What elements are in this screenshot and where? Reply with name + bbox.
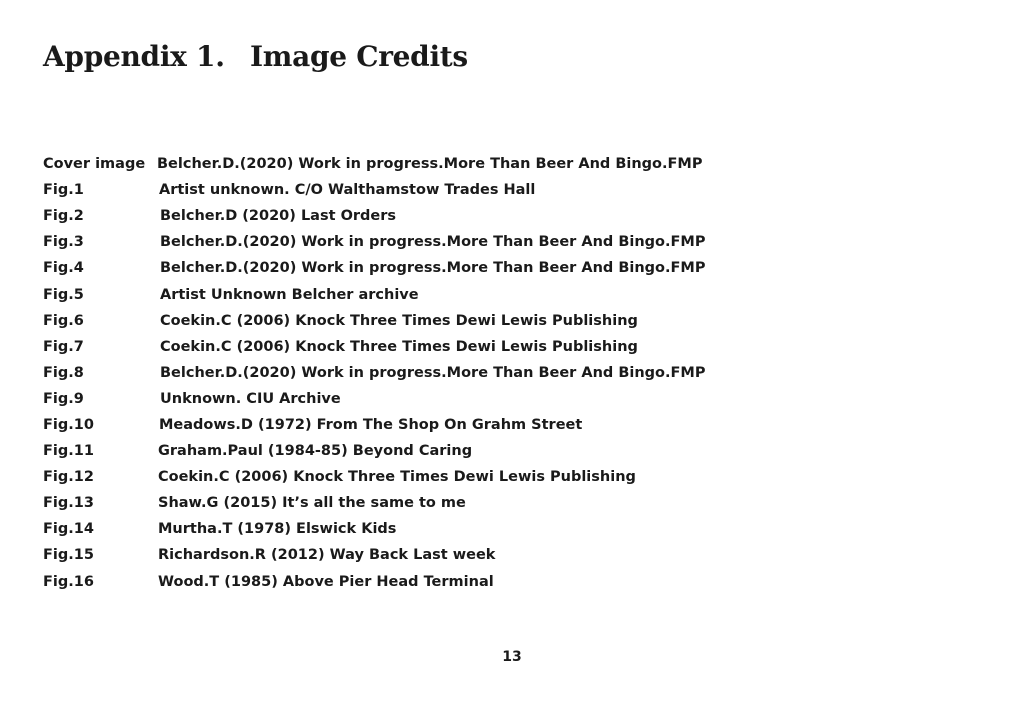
credit-figure-label: Fig.11 (43, 443, 94, 460)
credit-row (43, 569, 494, 595)
credit-source: Graham.Paul (1984-85) Beyond Caring (158, 443, 473, 460)
credit-figure-label: Fig.2 (43, 208, 84, 225)
credit-source: Shaw.G (2015) It’s all the same to me (158, 495, 466, 512)
credit-source: Unknown. CIU Archive (160, 390, 341, 407)
appendix-title: Image Credits (250, 40, 468, 73)
page-title (43, 40, 468, 73)
credit-figure-label: Cover image (43, 156, 146, 173)
credit-figure-label: Fig.6 (43, 312, 84, 329)
credit-figure-label: Fig.3 (43, 234, 84, 251)
credit-source: Belcher.D.(2020) Work in progress.More Than Beer And Bingo.FMP (160, 234, 706, 251)
credit-row (43, 281, 419, 307)
credit-source: Artist Unknown Belcher archive (160, 286, 419, 303)
credit-figure-label: Fig.15 (43, 547, 94, 564)
credit-source: Coekin.C (2006) Knock Three Times Dewi Lewis Publishing (160, 312, 638, 329)
appendix-number: Appendix 1. (43, 40, 225, 73)
credit-source: Coekin.C (2006) Knock Three Times Dewi Lewis Publishing (158, 469, 636, 486)
credit-row (43, 334, 638, 360)
credit-figure-label: Fig.5 (43, 286, 84, 303)
credit-source: Wood.T (1985) Above Pier Head Terminal (158, 573, 494, 590)
credit-row (43, 490, 466, 516)
credit-row (43, 464, 636, 490)
credit-figure-label: Fig.14 (43, 521, 94, 538)
credit-source: Richardson.R (2012) Way Back Last week (158, 547, 496, 564)
credit-row (43, 308, 638, 334)
credit-row (43, 177, 536, 203)
credit-source: Belcher.D.(2020) Work in progress.More Than Beer And Bingo.FMP (157, 156, 703, 173)
credit-row (43, 516, 397, 542)
credit-source: Artist unknown. C/O Walthamstow Trades Hall (159, 182, 536, 199)
credit-row (43, 412, 583, 438)
credit-row (43, 360, 706, 386)
credit-source: Coekin.C (2006) Knock Three Times Dewi Lewis Publishing (160, 338, 638, 355)
credit-row (43, 542, 496, 568)
credit-figure-label: Fig.8 (43, 364, 84, 381)
page-number: 13 (502, 649, 522, 665)
credit-source: Meadows.D (1972) From The Shop On Grahm Street (159, 416, 583, 433)
credit-figure-label: Fig.4 (43, 260, 84, 277)
credit-figure-label: Fig.13 (43, 495, 94, 512)
credit-figure-label: Fig.7 (43, 338, 84, 355)
credit-source: Murtha.T (1978) Elswick Kids (158, 521, 397, 538)
credit-row (43, 438, 473, 464)
credit-row (43, 229, 706, 255)
credit-row (43, 386, 341, 412)
credit-figure-label: Fig.16 (43, 573, 94, 590)
credit-source: Belcher.D (2020) Last Orders (160, 208, 397, 225)
credit-row (43, 203, 397, 229)
credit-row (43, 255, 706, 281)
credit-figure-label: Fig.9 (43, 390, 84, 407)
credit-source: Belcher.D.(2020) Work in progress.More Than Beer And Bingo.FMP (160, 260, 706, 277)
credit-figure-label: Fig.1 (43, 182, 84, 199)
credit-figure-label: Fig.12 (43, 469, 94, 486)
credit-figure-label: Fig.10 (43, 416, 94, 433)
credit-source: Belcher.D.(2020) Work in progress.More Than Beer And Bingo.FMP (160, 364, 706, 381)
credit-row (43, 151, 703, 177)
credits-list (43, 151, 706, 595)
